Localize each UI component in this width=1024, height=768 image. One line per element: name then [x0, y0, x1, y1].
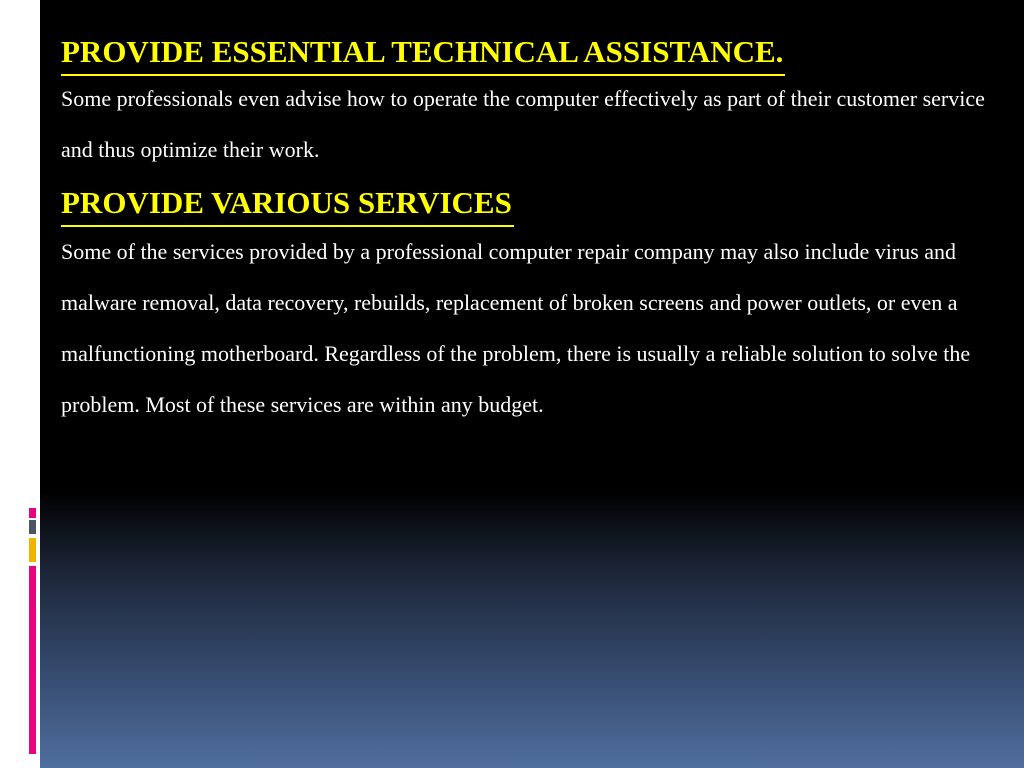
- slide: [40, 0, 1024, 768]
- heading-essential-assistance: PROVIDE ESSENTIAL TECHNICAL ASSISTANCE.: [61, 30, 785, 76]
- paragraph-essential-assistance: Some professionals even advise how to operate the computer effectively as part of their customer service and thus optimize their work.: [61, 86, 985, 162]
- paragraph-various-services: Some of the services provided by a professional computer repair company may also include virus and malware removal, data recovery, rebuilds, replacement of broken screens and power outlets, or even a malfunctioning motherboard. Regardless of the problem, there is usually a reliable solution to solve the problem. Most of these services are within any budget.: [61, 239, 971, 417]
- heading-various-services: PROVIDE VARIOUS SERVICES: [61, 181, 514, 227]
- accent-segment-pink-top: [29, 508, 36, 518]
- accent-segment-gold: [29, 538, 36, 562]
- accent-segment-slate: [29, 520, 36, 534]
- accent-segment-pink: [29, 566, 36, 754]
- slide-content: [61, 30, 991, 430]
- heading-2-wrap: [61, 181, 991, 227]
- heading-1-wrap: [61, 30, 991, 76]
